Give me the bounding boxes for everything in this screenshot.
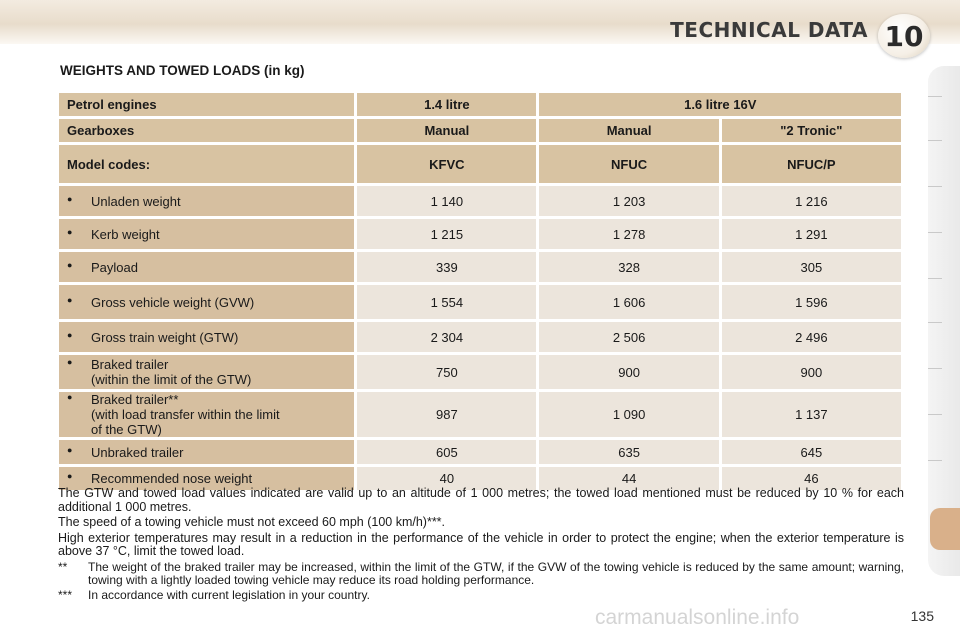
row-label-cell (59, 186, 354, 216)
header-cell: "2 Tronic" (722, 119, 901, 142)
header-cell: NFUC (539, 145, 718, 183)
footnote-legislation (58, 589, 904, 602)
value-cell: 1 137 (722, 392, 901, 437)
value-cell: 44 (539, 467, 718, 490)
side-tab-divider (928, 322, 942, 323)
table-row (59, 219, 901, 249)
footnote-marker: ** (58, 559, 68, 574)
row-label: Gross vehicle weight (GVW) (91, 294, 255, 310)
value-cell: 305 (722, 252, 901, 282)
row-label-cell (59, 392, 354, 437)
value-cell: 1 215 (357, 219, 536, 249)
value-cell: 1 216 (722, 186, 901, 216)
bullet-icon: ● (67, 357, 73, 367)
row-label: Gross train weight (GTW) (91, 329, 239, 345)
note-temperature: High exterior temperatures may result in a reduction in the performance of the vehicle in order to protect the engine; when the exterior temperature is above 37 °C, limit the towed load. (58, 530, 904, 558)
row-label: Recommended nose weight (91, 471, 253, 486)
value-cell: 1 203 (539, 186, 718, 216)
value-cell: 750 (357, 355, 536, 389)
value-cell: 1 596 (722, 285, 901, 319)
value-cell: 1 278 (539, 219, 718, 249)
value-cell: 2 506 (539, 322, 718, 352)
value-cell: 645 (722, 440, 901, 464)
page-number: 135 (910, 608, 934, 624)
table-row (59, 440, 901, 464)
chapter-title: TECHNICAL DATA (670, 18, 868, 42)
row-label: Unbraked trailer (91, 444, 184, 460)
header-label: Gearboxes (59, 119, 354, 142)
value-cell: 987 (357, 392, 536, 437)
footnote-marker: *** (58, 587, 73, 602)
header-label: Model codes: (59, 145, 354, 183)
table-row (59, 252, 901, 282)
header-cell: Manual (357, 119, 536, 142)
row-label-cell (59, 285, 354, 319)
value-cell: 900 (722, 355, 901, 389)
header-cell: 1.4 litre (357, 93, 536, 116)
bullet-icon: ● (67, 259, 73, 270)
table-row (59, 322, 901, 352)
header-cell: NFUC/P (722, 145, 901, 183)
row-label: Kerb weight (91, 226, 160, 242)
value-cell: 40 (357, 467, 536, 490)
value-cell: 339 (357, 252, 536, 282)
value-cell: 1 090 (539, 392, 718, 437)
value-cell: 1 606 (539, 285, 718, 319)
side-tab-divider (928, 278, 942, 279)
header-cell: Manual (539, 119, 718, 142)
value-cell: 900 (539, 355, 718, 389)
value-cell: 1 291 (722, 219, 901, 249)
footnote-braked-trailer (58, 561, 904, 587)
table-row (59, 392, 901, 437)
table-row (59, 186, 901, 216)
value-cell: 2 496 (722, 322, 901, 352)
watermark: carmanualsonline.info (595, 606, 800, 629)
value-cell: 605 (357, 440, 536, 464)
bullet-icon: ● (67, 471, 73, 481)
bullet-icon: ● (67, 294, 73, 305)
side-tab-divider (928, 232, 942, 233)
row-label: Braked trailer (within the limit of the GTW) (91, 357, 252, 387)
value-cell: 46 (722, 467, 901, 490)
table-row (59, 285, 901, 319)
bullet-icon: ● (67, 444, 73, 455)
active-chapter-tab[interactable] (930, 508, 960, 550)
header-label: Petrol engines (59, 93, 354, 116)
bullet-icon: ● (67, 392, 73, 402)
value-cell: 328 (539, 252, 718, 282)
table-row (59, 355, 901, 389)
side-tab-divider (928, 96, 942, 97)
row-label: Payload (91, 259, 138, 275)
row-label-cell (59, 355, 354, 389)
row-label-cell (59, 440, 354, 464)
side-tab-divider (928, 186, 942, 187)
value-cell: 635 (539, 440, 718, 464)
header-cell: 1.6 litre 16V (539, 93, 901, 116)
bullet-icon: ● (67, 193, 73, 204)
notes (58, 487, 904, 602)
chapter-number-badge: 10 (878, 14, 930, 58)
row-label-cell (59, 219, 354, 249)
side-tab-divider (928, 460, 942, 461)
bullet-icon: ● (67, 329, 73, 340)
row-label-cell (59, 322, 354, 352)
note-altitude: The GTW and towed load values indicated are valid up to an altitude of 1 000 metres; the towed load mentioned must be reduced by 10 % for each additional 1 000 metres. (58, 486, 904, 514)
value-cell: 1 140 (357, 186, 536, 216)
chapter-side-tabs[interactable] (928, 66, 960, 576)
bullet-icon: ● (67, 226, 73, 237)
footnote-text: In accordance with current legislation in your country. (88, 587, 370, 602)
note-speed: The speed of a towing vehicle must not exceed 60 mph (100 km/h)***. (58, 515, 446, 529)
value-cell: 1 554 (357, 285, 536, 319)
section-heading: WEIGHTS AND TOWED LOADS (in kg) (60, 63, 305, 78)
table-header-row (59, 145, 901, 183)
weights-table (56, 90, 904, 493)
footnote-text: The weight of the braked trailer may be increased, within the limit of the GTW, if the GVW of the towing vehicle is reduced by the same amount; warning, towing with a lightly loaded towing vehicle may reduce its road holding performance. (88, 559, 904, 587)
side-tab-divider (928, 140, 942, 141)
side-tab-divider (928, 414, 942, 415)
side-tab-divider (928, 368, 942, 369)
table-header-row (59, 93, 901, 116)
row-label: Unladen weight (91, 193, 181, 209)
table-header-row (59, 119, 901, 142)
row-label: Braked trailer** (with load transfer within the limit of the GTW) (91, 392, 280, 437)
header-cell: KFVC (357, 145, 536, 183)
row-label-cell (59, 252, 354, 282)
value-cell: 2 304 (357, 322, 536, 352)
